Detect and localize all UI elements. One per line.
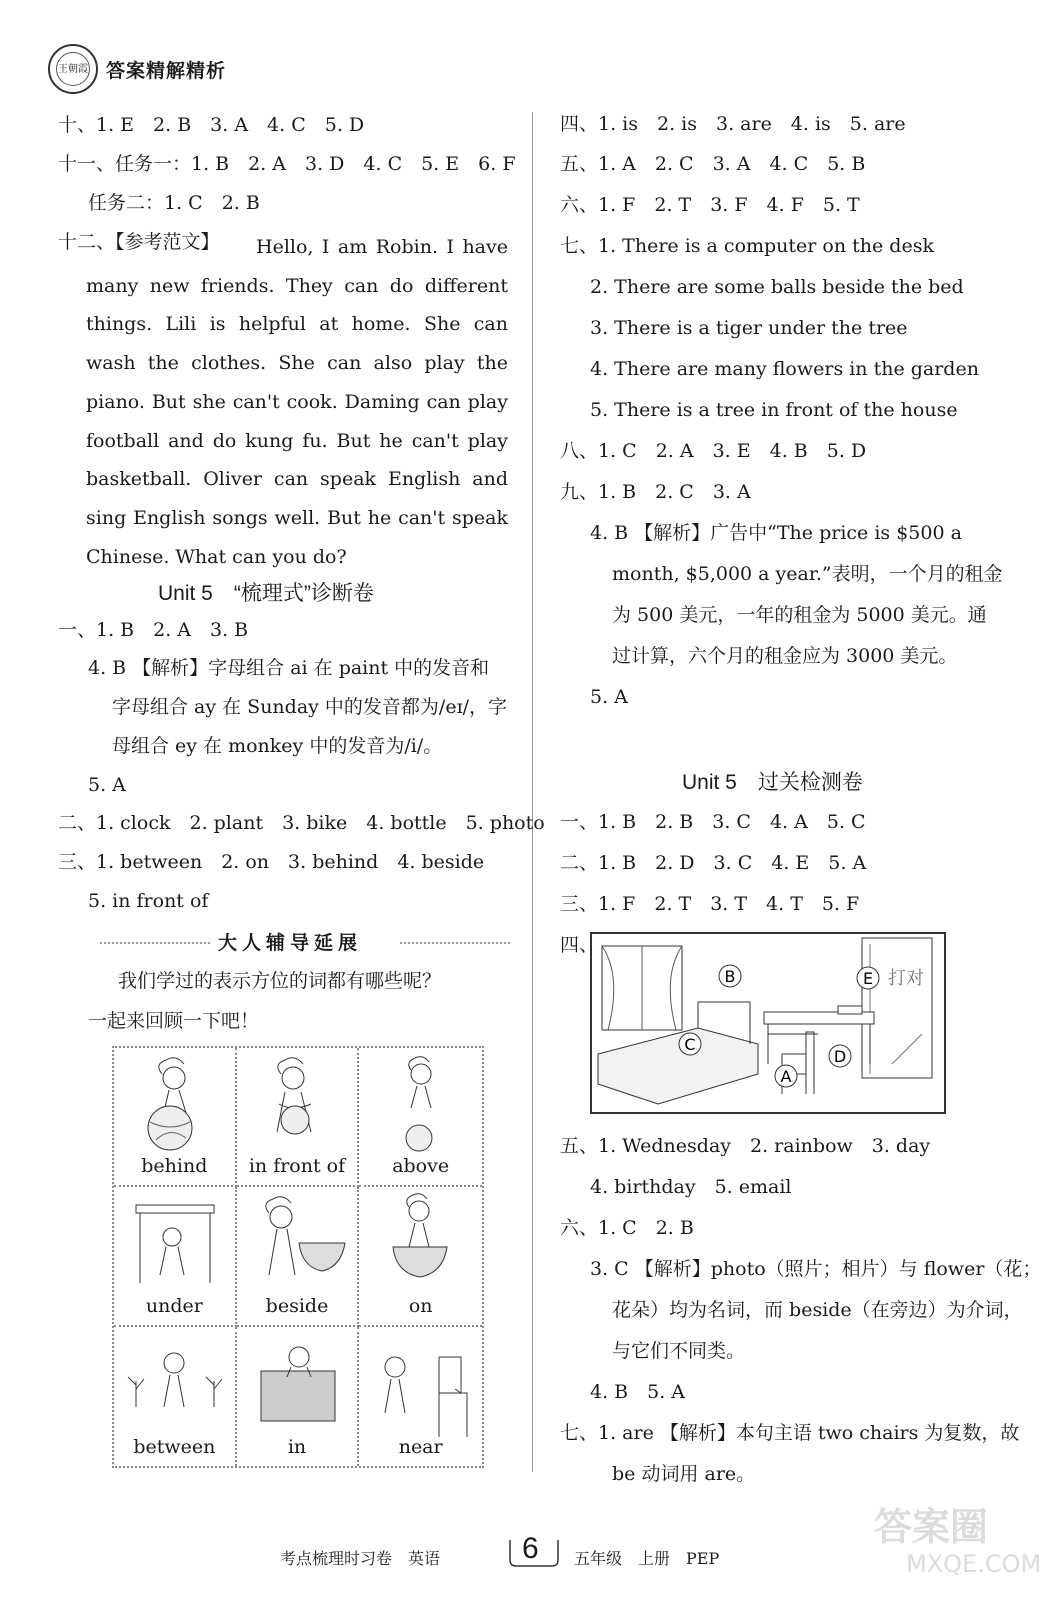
answer-line: 九、1. B 2. C 3. A bbox=[560, 481, 751, 503]
answer-line: 4. There are many flowers in the garden bbox=[590, 358, 979, 380]
label-marker-D bbox=[829, 1045, 851, 1067]
room-illustration bbox=[590, 932, 946, 1114]
answer-line: 母组合 ey 在 monkey 中的发音为/i/。 bbox=[112, 735, 443, 757]
answer-line: 十、1. E 2. B 3. A 4. C 5. D bbox=[58, 114, 365, 136]
essay-label: 十二、【参考范文】 bbox=[58, 231, 220, 253]
bedroom-scene bbox=[592, 934, 944, 1112]
answer-line: month, $5,000 a year.”表明，一个月的租金 bbox=[612, 563, 1003, 585]
answer-line: 七、1. There is a computer on the desk bbox=[560, 235, 934, 257]
svg-text:D: D bbox=[833, 1047, 847, 1066]
answer-line: 3. There is a tiger under the tree bbox=[590, 317, 908, 339]
answer-line: 五、1. A 2. C 3. A 4. C 5. B bbox=[560, 153, 866, 175]
answer-line: 花朵）均为名词，而 beside（在旁边）为介词， bbox=[612, 1299, 1023, 1321]
answer-line: 4. B 【解析】广告中“The price is $500 a bbox=[590, 522, 962, 544]
grid-cell: between bbox=[114, 1327, 237, 1466]
answer-line: be 动词用 are。 bbox=[612, 1463, 756, 1485]
answer-line: 四、 bbox=[560, 934, 599, 956]
divider bbox=[400, 942, 510, 944]
adult-guidance-heading: 大人辅导延展 bbox=[100, 928, 510, 958]
door-sign: 打对 bbox=[888, 968, 924, 989]
grid-cell: under bbox=[114, 1187, 237, 1326]
page-number: 6 bbox=[522, 1532, 539, 1565]
answer-line: 八、1. C 2. A 3. E 4. B 5. D bbox=[560, 440, 867, 462]
answer-line: 十一、任务一：1. B 2. A 3. D 4. C 5. E 6. F bbox=[58, 153, 516, 175]
answer-line: 三、1. F 2. T 3. T 4. T 5. F bbox=[560, 893, 860, 915]
label-marker-C bbox=[679, 1033, 701, 1055]
grid-cell: behind bbox=[114, 1048, 237, 1187]
answer-line: 与它们不同类。 bbox=[612, 1340, 746, 1362]
section-title: Unit 5 过关检测卷 bbox=[682, 771, 863, 794]
answer-line: 六、1. F 2. T 3. F 4. F 5. T bbox=[560, 194, 860, 216]
answer-line: 5. There is a tree in front of the house bbox=[590, 399, 958, 421]
answer-line: 5. in front of bbox=[88, 890, 209, 912]
answer-line: 二、1. B 2. D 3. C 4. E 5. A bbox=[560, 852, 867, 874]
svg-text:E: E bbox=[862, 969, 874, 988]
answer-line: 为 500 美元，一年的租金为 5000 美元。通 bbox=[612, 604, 987, 626]
svg-text:B: B bbox=[724, 967, 736, 986]
preposition-grid bbox=[112, 1046, 484, 1468]
grid-cell: on bbox=[359, 1187, 482, 1326]
answer-line: 三、1. between 2. on 3. behind 4. beside bbox=[58, 851, 485, 873]
answer-line: 七、1. are 【解析】本句主语 two chairs 为复数，故 bbox=[560, 1422, 1020, 1444]
answer-line: 4. B 5. A bbox=[590, 1381, 686, 1403]
answer-line: 五、1. Wednesday 2. rainbow 3. day bbox=[560, 1135, 931, 1157]
divider bbox=[100, 942, 210, 944]
answer-line: 3. C 【解析】photo（照片；相片）与 flower（花； bbox=[590, 1258, 1042, 1280]
grade-info: 五年级 上册 PEP bbox=[574, 1549, 720, 1568]
grid-cell: near bbox=[359, 1327, 482, 1466]
svg-text:C: C bbox=[684, 1035, 696, 1054]
answer-line: 过计算，六个月的租金应为 3000 美元。 bbox=[612, 645, 958, 667]
book-title: 考点梳理时习卷 英语 bbox=[280, 1549, 441, 1568]
grid-cell: in front of bbox=[237, 1048, 360, 1187]
brand-logo-icon: 王朝霞 bbox=[48, 44, 98, 94]
answer-line: 一、1. B 2. A 3. B bbox=[58, 619, 249, 641]
label-marker-B bbox=[719, 965, 741, 987]
svg-text:A: A bbox=[780, 1067, 792, 1086]
guidance-text: 一起来回顾一下吧！ bbox=[88, 1010, 260, 1032]
page-header bbox=[48, 44, 226, 94]
answer-line: 字母组合 ay 在 Sunday 中的发音都为/eɪ/，字 bbox=[112, 696, 508, 718]
section-title: Unit 5 “梳理式”诊断卷 bbox=[158, 582, 374, 605]
answer-line: 四、1. is 2. is 3. are 4. is 5. are bbox=[560, 113, 906, 135]
answer-line: 任务二：1. C 2. B bbox=[88, 192, 260, 214]
answer-line: 一、1. B 2. B 3. C 4. A 5. C bbox=[560, 811, 866, 833]
answer-line: 二、1. clock 2. plant 3. bike 4. bottle 5. photo bbox=[58, 812, 545, 834]
column-divider bbox=[532, 112, 533, 1472]
watermark: 答案圈 MXQE.COM bbox=[874, 1505, 1042, 1578]
header-title: 答案精解精析 bbox=[106, 59, 227, 82]
guidance-text: 我们学过的表示方位的词都有哪些呢？ bbox=[118, 970, 442, 992]
grid-cell: beside bbox=[237, 1187, 360, 1326]
answer-line: 5. A bbox=[88, 774, 126, 796]
answer-line: 2. There are some balls beside the bed bbox=[590, 276, 964, 298]
answer-line: 六、1. C 2. B bbox=[560, 1217, 694, 1239]
grid-cell: above bbox=[359, 1048, 482, 1187]
answer-line: 4. birthday 5. email bbox=[590, 1176, 792, 1198]
model-essay: Hello, I am Robin. I have many new friends. They can do different things. Lili is helpful at home. She can wash the clothes. She can also play the piano. But she can't cook. Daming can play football and do kung fu. But he can't play basketball. Oliver can speak English and sing English songs well. But he can't speak Chinese. What can you do? bbox=[86, 236, 508, 568]
label-marker-E bbox=[857, 967, 879, 989]
grid-cell: in bbox=[237, 1327, 360, 1466]
answer-line: 4. B 【解析】字母组合 ai 在 paint 中的发音和 bbox=[88, 657, 490, 679]
answer-line: 5. A bbox=[590, 686, 628, 708]
label-marker-A bbox=[775, 1065, 797, 1087]
